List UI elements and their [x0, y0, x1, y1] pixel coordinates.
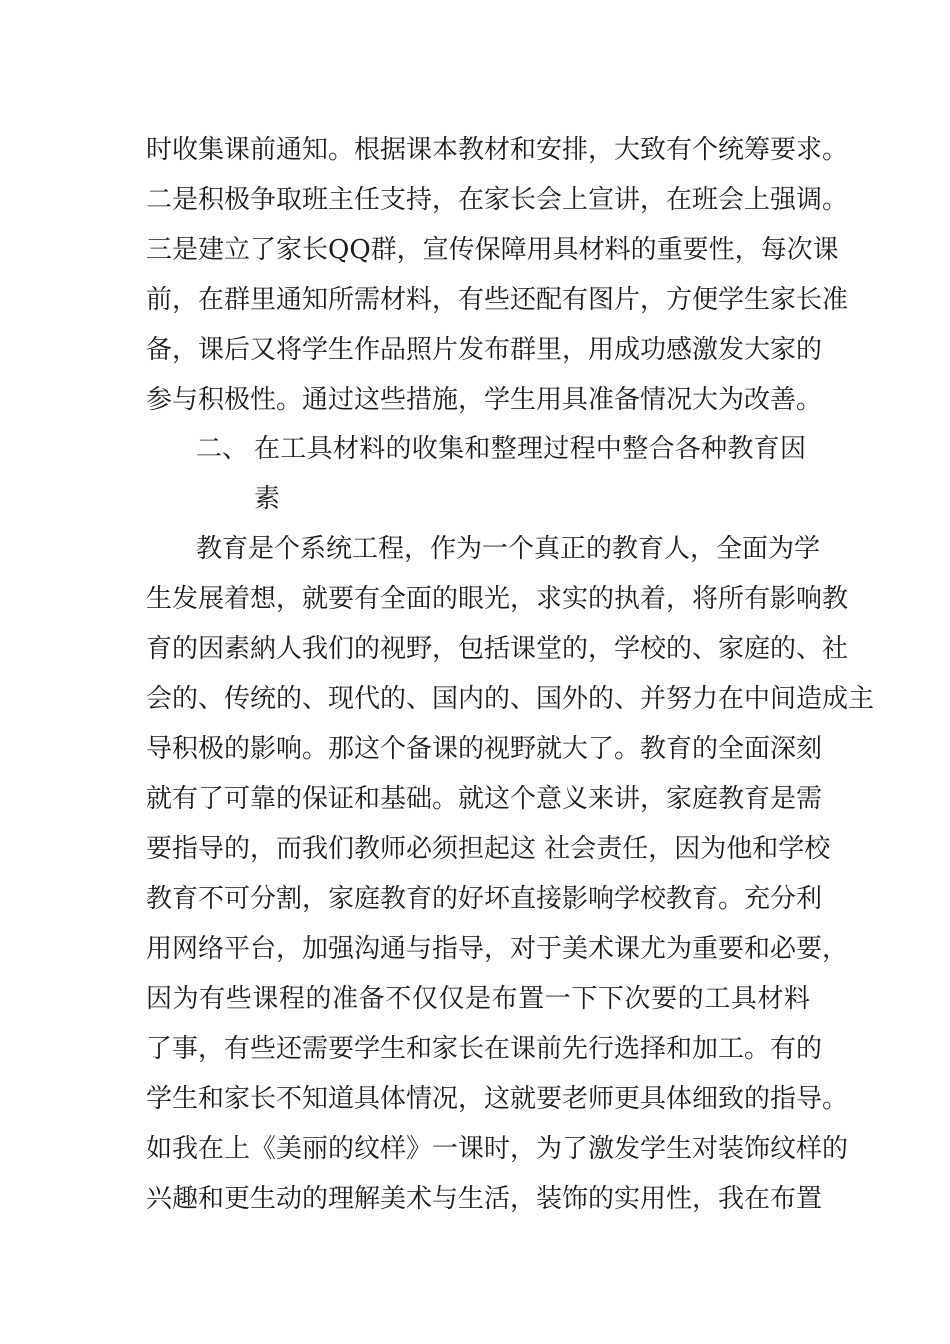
paragraph-1-line-3: 三是建立了家长QQ群，宣传保障用具材料的重要性，每次课 — [146, 235, 839, 265]
paragraph-2-line-11: 了事，有些还需要学生和家长在课前先行选择和加工。有的 — [146, 1034, 823, 1064]
paragraph-2-line-9: 用网络平台，加强沟通与指导，对于美术课尤为重要和必要， — [146, 934, 849, 964]
paragraph-2-line-8: 教育不可分割，家庭教育的好坏直接影响学校教育。充分利 — [146, 884, 823, 914]
paragraph-1-line-5: 备，课后又将学生作品照片发布群里，用成功感激发大家的 — [146, 335, 823, 365]
paragraph-2-line-13: 如我在上《美丽的纹样》一课时，为了激发学生对装饰纹样的 — [146, 1134, 849, 1164]
paragraph-2-line-7: 要指导的，而我们教师必须担起这 社会责任，因为他和学校 — [146, 834, 831, 864]
paragraph-1-line-1: 时收集课前通知。根据课本教材和安排，大致有个统筹要求。 — [146, 135, 849, 165]
paragraph-2-line-10: 因为有些课程的准备不仅仅是布置一下下次要的工具材料 — [146, 984, 810, 1014]
paragraph-2-line-5: 导积极的影响。那这个备课的视野就大了。教育的全面深刻 — [146, 734, 823, 764]
section-heading-line-2: 素 — [254, 484, 281, 514]
paragraph-1-line-4: 前，在群里通知所需材料，有些还配有图片，方便学生家长准 — [146, 285, 849, 315]
paragraph-2-line-3: 育的因素納人我们的视野，包括课堂的，学校的、家庭的、社 — [146, 634, 849, 664]
section-heading-line-1: 在工具材料的收集和整理过程中整合各种教育因 — [254, 434, 806, 464]
paragraph-1-line-6: 参与积极性。通过这些措施，学生用具准备情况大为改善。 — [146, 385, 823, 415]
paragraph-2-line-6: 就有了可靠的保证和基础。就这个意义来讲，家庭教育是需 — [146, 784, 823, 814]
paragraph-2-line-14: 兴趣和更生动的理解美术与生活，装饰的实用性，我在布置 — [146, 1184, 823, 1214]
paragraph-2-line-2: 生发展着想，就要有全面的眼光，求实的执着，将所有影响教 — [146, 584, 849, 614]
paragraph-2-line-4: 会的、传统的、现代的、国内的、国外的、并努力在中间造成主 — [146, 684, 875, 714]
paragraph-2-line-1: 教育是个系统工程，作为一个真正的教育人，全面为学 — [196, 534, 821, 564]
paragraph-1-line-2: 二是积极争取班主任支持，在家长会上宣讲，在班会上强调。 — [146, 185, 849, 215]
paragraph-2-line-12: 学生和家长不知道具体情况，这就要老师更具体细致的指导。 — [146, 1084, 849, 1114]
section-heading-number: 二、 — [196, 434, 249, 464]
